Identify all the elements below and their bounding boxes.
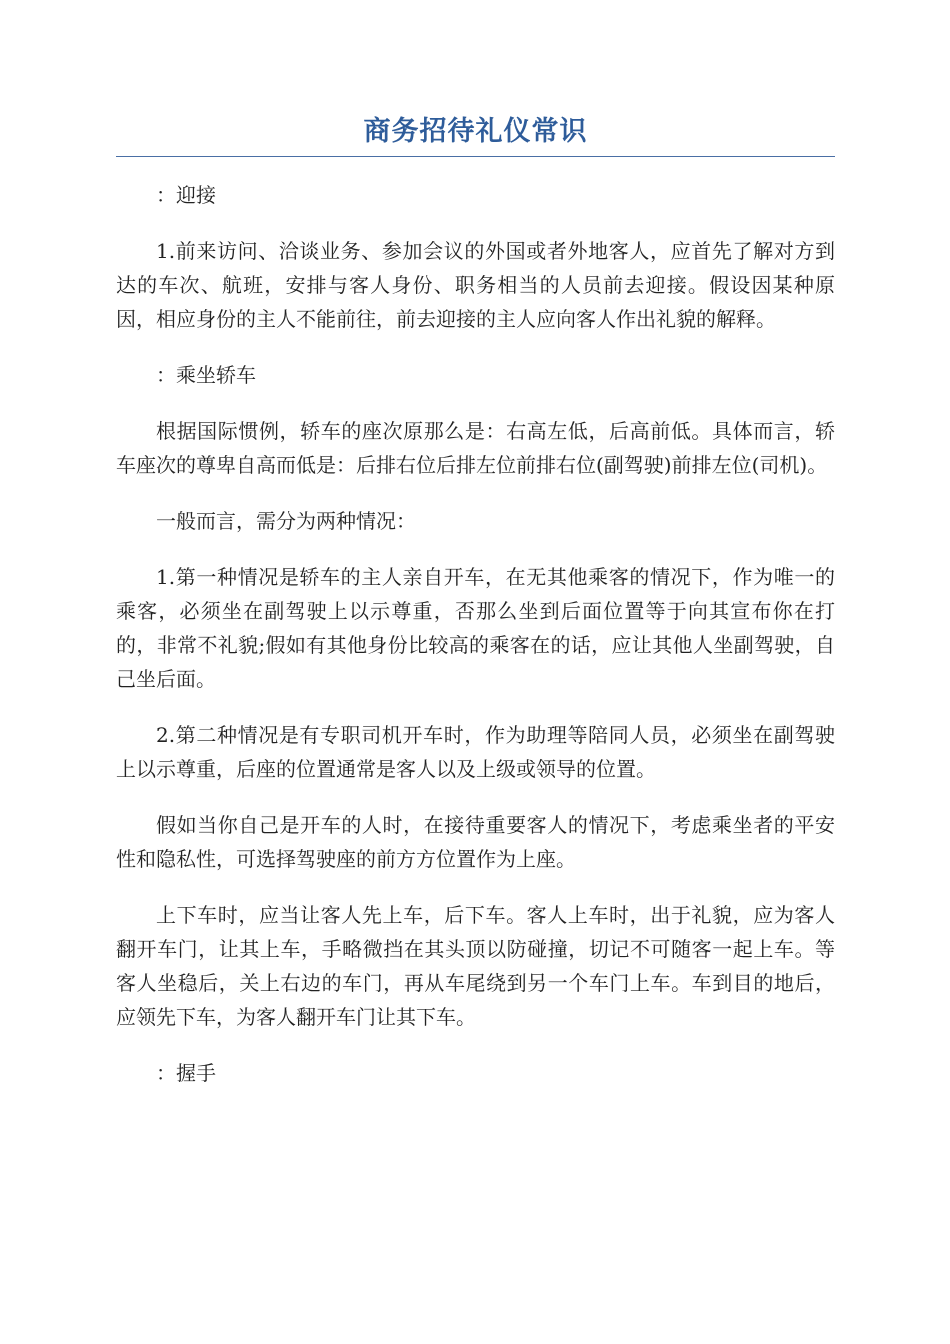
section-heading-car: ：乘坐轿车 (156, 363, 256, 387)
document-body (116, 178, 835, 1112)
paragraph: 一般而言，需分为两种情况： (156, 509, 416, 533)
paragraph: 根据国际惯例，轿车的座次原那么是：右高左低，后高前低。具体而言，轿车座次的尊卑自高而低是：后排右位后排左位前排右位(副驾驶)前排左位(司机)。 (116, 419, 835, 477)
section-heading-welcome: ：迎接 (156, 183, 216, 207)
document-title: 商务招待礼仪常识 (363, 116, 588, 147)
paragraph: 上下车时，应当让客人先上车，后下车。客人上车时，出于礼貌，应为客人翻开车门，让其上车，手略微挡在其头顶以防碰撞，切记不可随客一起上车。等客人坐稳后，关上右边的车门，再从车尾绕到另一个车门上车。车到目的地后，应领先下车，为客人翻开车门让其下车。 (116, 903, 835, 1029)
section-heading-handshake: ：握手 (156, 1061, 216, 1085)
paragraph: 1.前来访问、洽谈业务、参加会议的外国或者外地客人，应首先了解对方到达的车次、航班，安排与客人身份、职务相当的人员前去迎接。假设因某种原因，相应身份的主人不能前往，前去迎接的主人应向客人作出礼貌的解释。 (116, 239, 835, 331)
paragraph: 1.第一种情况是轿车的主人亲自开车，在无其他乘客的情况下，作为唯一的乘客，必须坐在副驾驶上以示尊重，否那么坐到后面位置等于向其宣布你在打的，非常不礼貌;假如有其他身份比较高的乘客在的话，应让其他人坐副驾驶，自己坐后面。 (116, 565, 835, 691)
paragraph: 2.第二种情况是有专职司机开车时，作为助理等陪同人员，必须坐在副驾驶上以示尊重，后座的位置通常是客人以及上级或领导的位置。 (116, 723, 835, 781)
title-bar (116, 114, 835, 157)
paragraph: 假如当你自己是开车的人时，在接待重要客人的情况下，考虑乘坐者的平安性和隐私性，可选择驾驶座的前方方位置作为上座。 (116, 813, 835, 871)
